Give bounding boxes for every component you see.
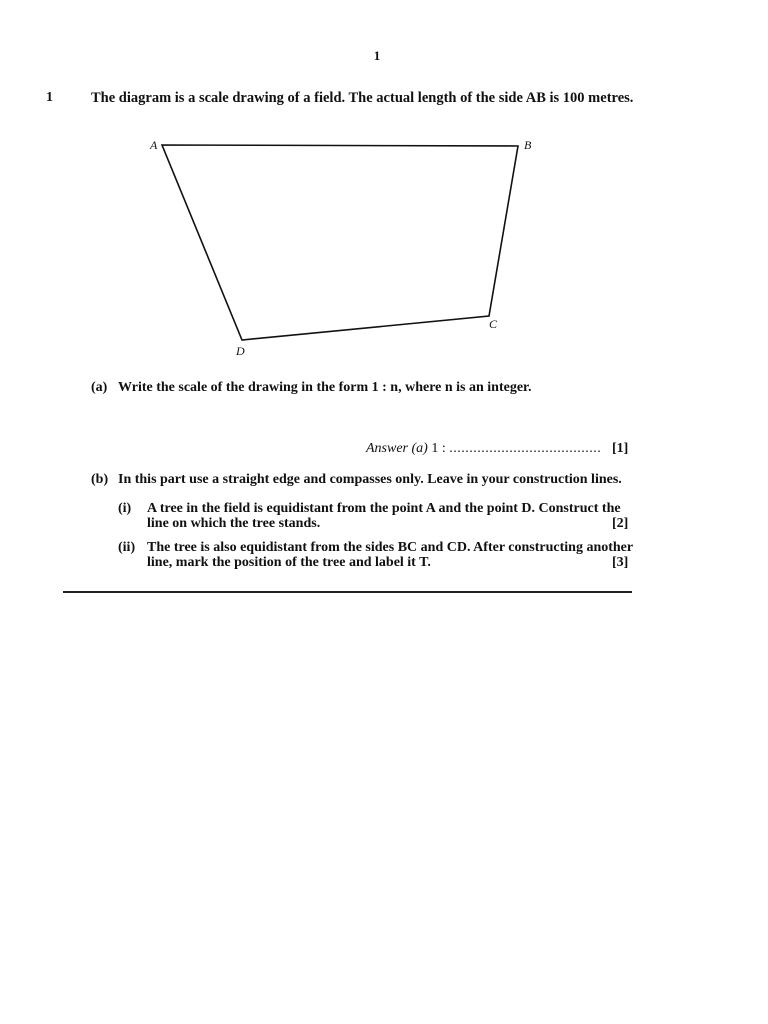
part-b-i-marks: [2] xyxy=(612,516,629,531)
answer-a-line xyxy=(366,441,601,457)
part-b-i-line1: A tree in the field is equidistant from the point A and the point D. Construct the xyxy=(147,501,621,516)
part-a-marks: [1] xyxy=(612,441,629,456)
question-stem: The diagram is a scale drawing of a field. The actual length of the side AB is 100 metres. xyxy=(91,90,634,106)
vertex-label-c: C xyxy=(489,317,498,331)
part-b-text: In this part use a straight edge and compasses only. Leave in your construction lines. xyxy=(118,472,622,487)
vertex-label-d: D xyxy=(236,344,245,358)
part-b-i-label: (i) xyxy=(118,501,132,516)
answer-a-prompt: Answer (a) xyxy=(366,441,428,456)
field-quadrilateral xyxy=(162,145,518,340)
vertex-label-b: B xyxy=(524,138,532,152)
part-a-text: Write the scale of the drawing in the form 1 : n, where n is an integer. xyxy=(118,380,532,395)
part-b-ii-label: (ii) xyxy=(118,540,136,555)
part-b-ii-marks: [3] xyxy=(612,555,629,570)
field-scale-drawing xyxy=(0,0,768,380)
part-b-ii-line1: The tree is also equidistant from the sides BC and CD. After constructing another xyxy=(147,540,634,555)
part-b-label: (b) xyxy=(91,472,109,487)
part-b-i-line2: line on which the tree stands. xyxy=(147,516,321,531)
vertex-label-a: A xyxy=(150,138,158,152)
page-number: 1 xyxy=(373,48,381,63)
part-a-label: (a) xyxy=(91,380,108,395)
answer-a-blank[interactable]: ...................................... xyxy=(449,441,602,456)
answer-a-prefix: 1 : xyxy=(431,441,446,456)
question-end-rule xyxy=(63,591,632,593)
question-number: 1 xyxy=(46,90,53,105)
part-b-ii-line2: line, mark the position of the tree and label it T. xyxy=(147,555,431,570)
